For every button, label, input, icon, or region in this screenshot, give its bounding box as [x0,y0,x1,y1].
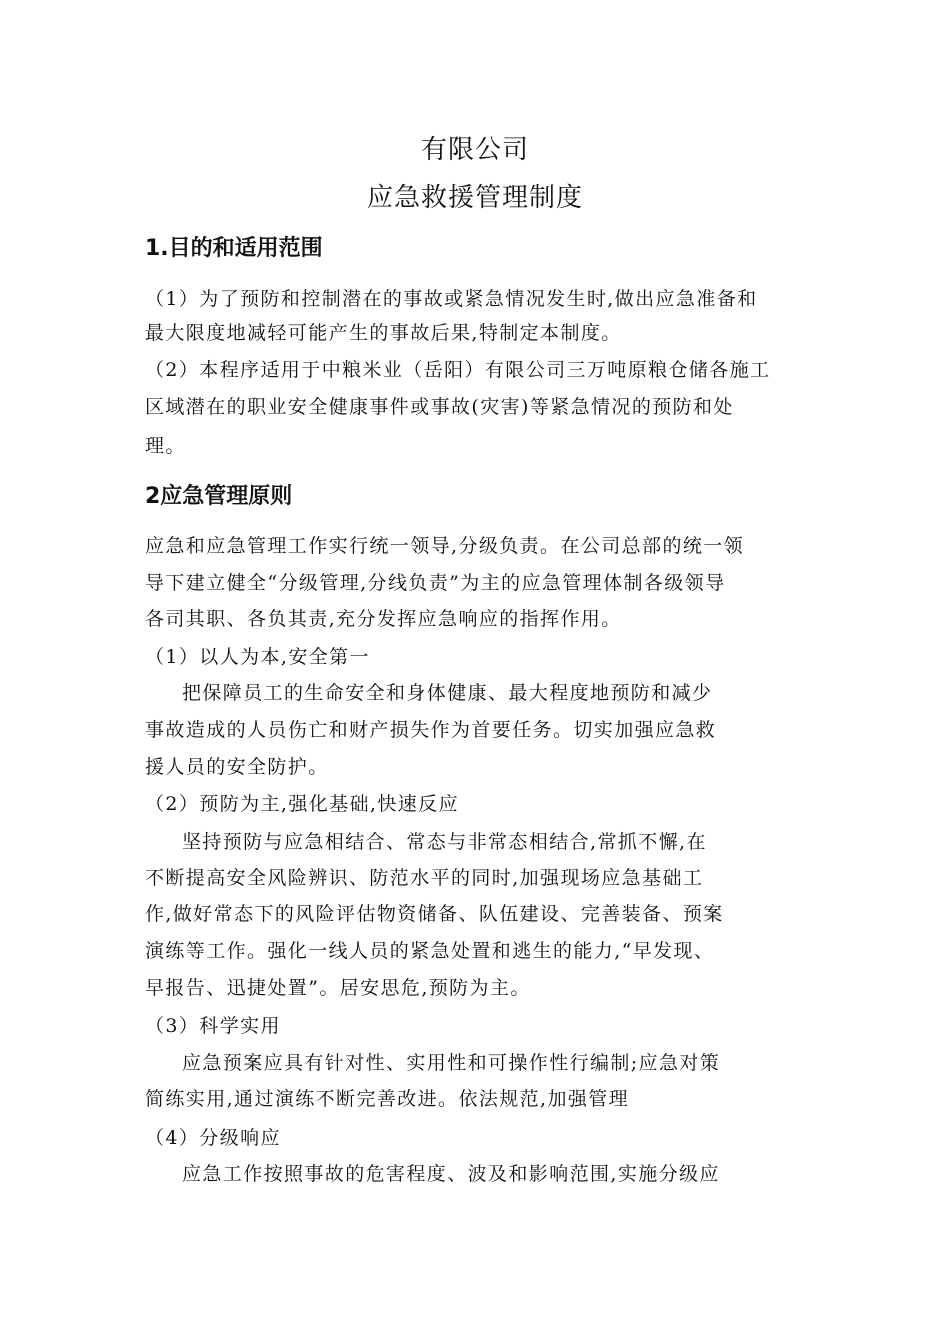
company-title: 有限公司 [420,135,529,165]
paragraph-line: 各司其职、各负其责,充分发挥应急响应的指挥作用。 [145,608,622,630]
subsection-heading: （4）分级响应 [145,1127,281,1149]
paragraph-line: 最大限度地减轻可能产生的事故后果,特制定本制度。 [145,322,622,344]
paragraph-line: 援人员的安全防护。 [145,756,329,778]
subsection-heading: （1）以人为本,安全第一 [145,646,370,668]
paragraph-line: 导下建立健全“分级管理,分线负责”为主的应急管理体制各级领导 [145,572,726,594]
paragraph-line: 应急和应急管理工作实行统一领导,分级负责。在公司总部的统一领 [145,535,745,557]
paragraph-line: 理。 [145,435,186,457]
paragraph-line: 不断提高安全风险辨识、防范水平的同时,加强现场应急基础工 [145,867,704,889]
paragraph-line: 演练等工作。强化一线人员的紧急处置和逃生的能力,“早发现、 [145,940,715,962]
paragraph-line: 把保障员工的生命安全和身体健康、最大程度地预防和减少 [182,682,713,704]
paragraph-line: （1）为了预防和控制潜在的事故或紧急情况发生时,做出应急准备和 [145,288,758,310]
paragraph-line: 区域潜在的职业安全健康事件或事故(灾害)等紧急情况的预防和处 [145,396,734,418]
paragraph-line: 应急预案应具有针对性、实用性和可操作性行编制;应急对策 [182,1052,721,1074]
subsection-heading: （2）预防为主,强化基础,快速反应 [145,793,459,815]
paragraph-line: 作,做好常态下的风险评估物资储备、队伍建设、完善装备、预案 [145,903,724,925]
paragraph-line: 事故造成的人员伤亡和财产损失作为首要任务。切实加强应急救 [145,719,717,741]
section-heading-purpose: 1.目的和适用范围 [145,236,323,261]
document-title: 应急救援管理制度 [366,183,583,213]
paragraph-line: 早报告、迅捷处置”。居安思危,预防为主。 [145,977,531,999]
paragraph-line: （2）本程序适用于中粮米业（岳阳）有限公司三万吨原粮仓储各施工 [145,359,771,381]
subsection-heading: （3）科学实用 [145,1015,281,1037]
section-heading-principles: 2应急管理原则 [145,484,293,509]
paragraph-line: 应急工作按照事故的危害程度、波及和影响范围,实施分级应 [182,1163,720,1185]
paragraph-line: 简练实用,通过演练不断完善改进。依法规范,加强管理 [145,1088,630,1110]
paragraph-line: 坚持预防与应急相结合、常态与非常态相结合,常抓不懈,在 [182,831,707,853]
